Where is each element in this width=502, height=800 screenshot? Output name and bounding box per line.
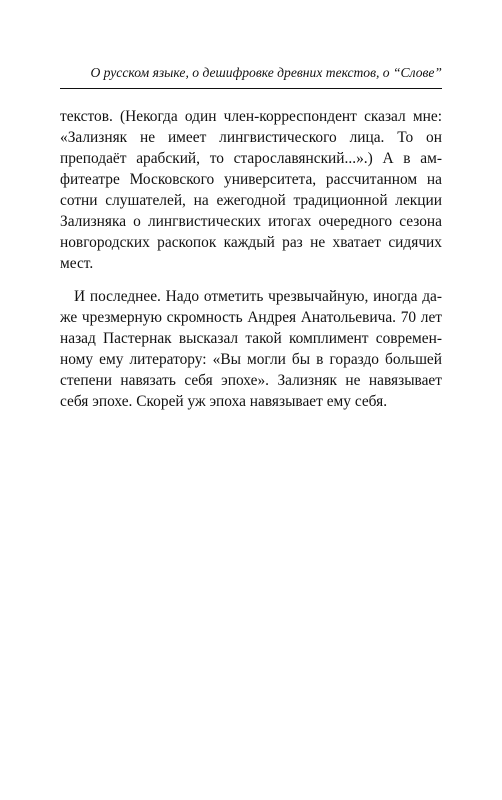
text-line: И последнее. Надо отметить чрезвычайную, иногда да- xyxy=(74,288,442,305)
text-line: фитеатре Московского университета, рассчитанном на xyxy=(60,171,442,188)
text-line: же чрезмерную скромность Андрея Анатольевича. 70 лет xyxy=(60,309,442,326)
paragraph-2 xyxy=(60,286,442,412)
text-line: текстов. (Некогда один член-корреспондент сказал мне: xyxy=(60,108,442,125)
text-line: степени навязать себя эпохе». Зализняк не навязывает xyxy=(60,372,442,389)
running-head: О русском языке, о дешифровке древних текстов, о “Слове” xyxy=(90,65,442,80)
header-rule xyxy=(60,88,442,89)
text-line: мест. xyxy=(60,255,94,272)
text-line: Зализняка о лингвистических итогах очередного сезона xyxy=(60,213,442,230)
body-text xyxy=(60,106,442,412)
paragraph-spacer xyxy=(60,274,442,286)
text-line: новгородских раскопок каждый раз не хватает сидячих xyxy=(60,234,442,251)
text-line: сотни слушателей, на ежегодной традиционной лекции xyxy=(60,192,442,209)
text-line: преподаёт арабский, то старославянский...».) А в ам- xyxy=(60,150,442,167)
paragraph-1 xyxy=(60,106,442,274)
text-line: ному ему литератору: «Вы могли бы в гораздо большей xyxy=(60,351,442,368)
text-line: назад Пастернак высказал такой комплимент современ- xyxy=(60,330,442,347)
text-line: себя эпохе. Скорей уж эпоха навязывает ему себя. xyxy=(60,393,388,410)
text-line: «Зализняк не имеет лингвистического лица. То он xyxy=(60,129,442,146)
